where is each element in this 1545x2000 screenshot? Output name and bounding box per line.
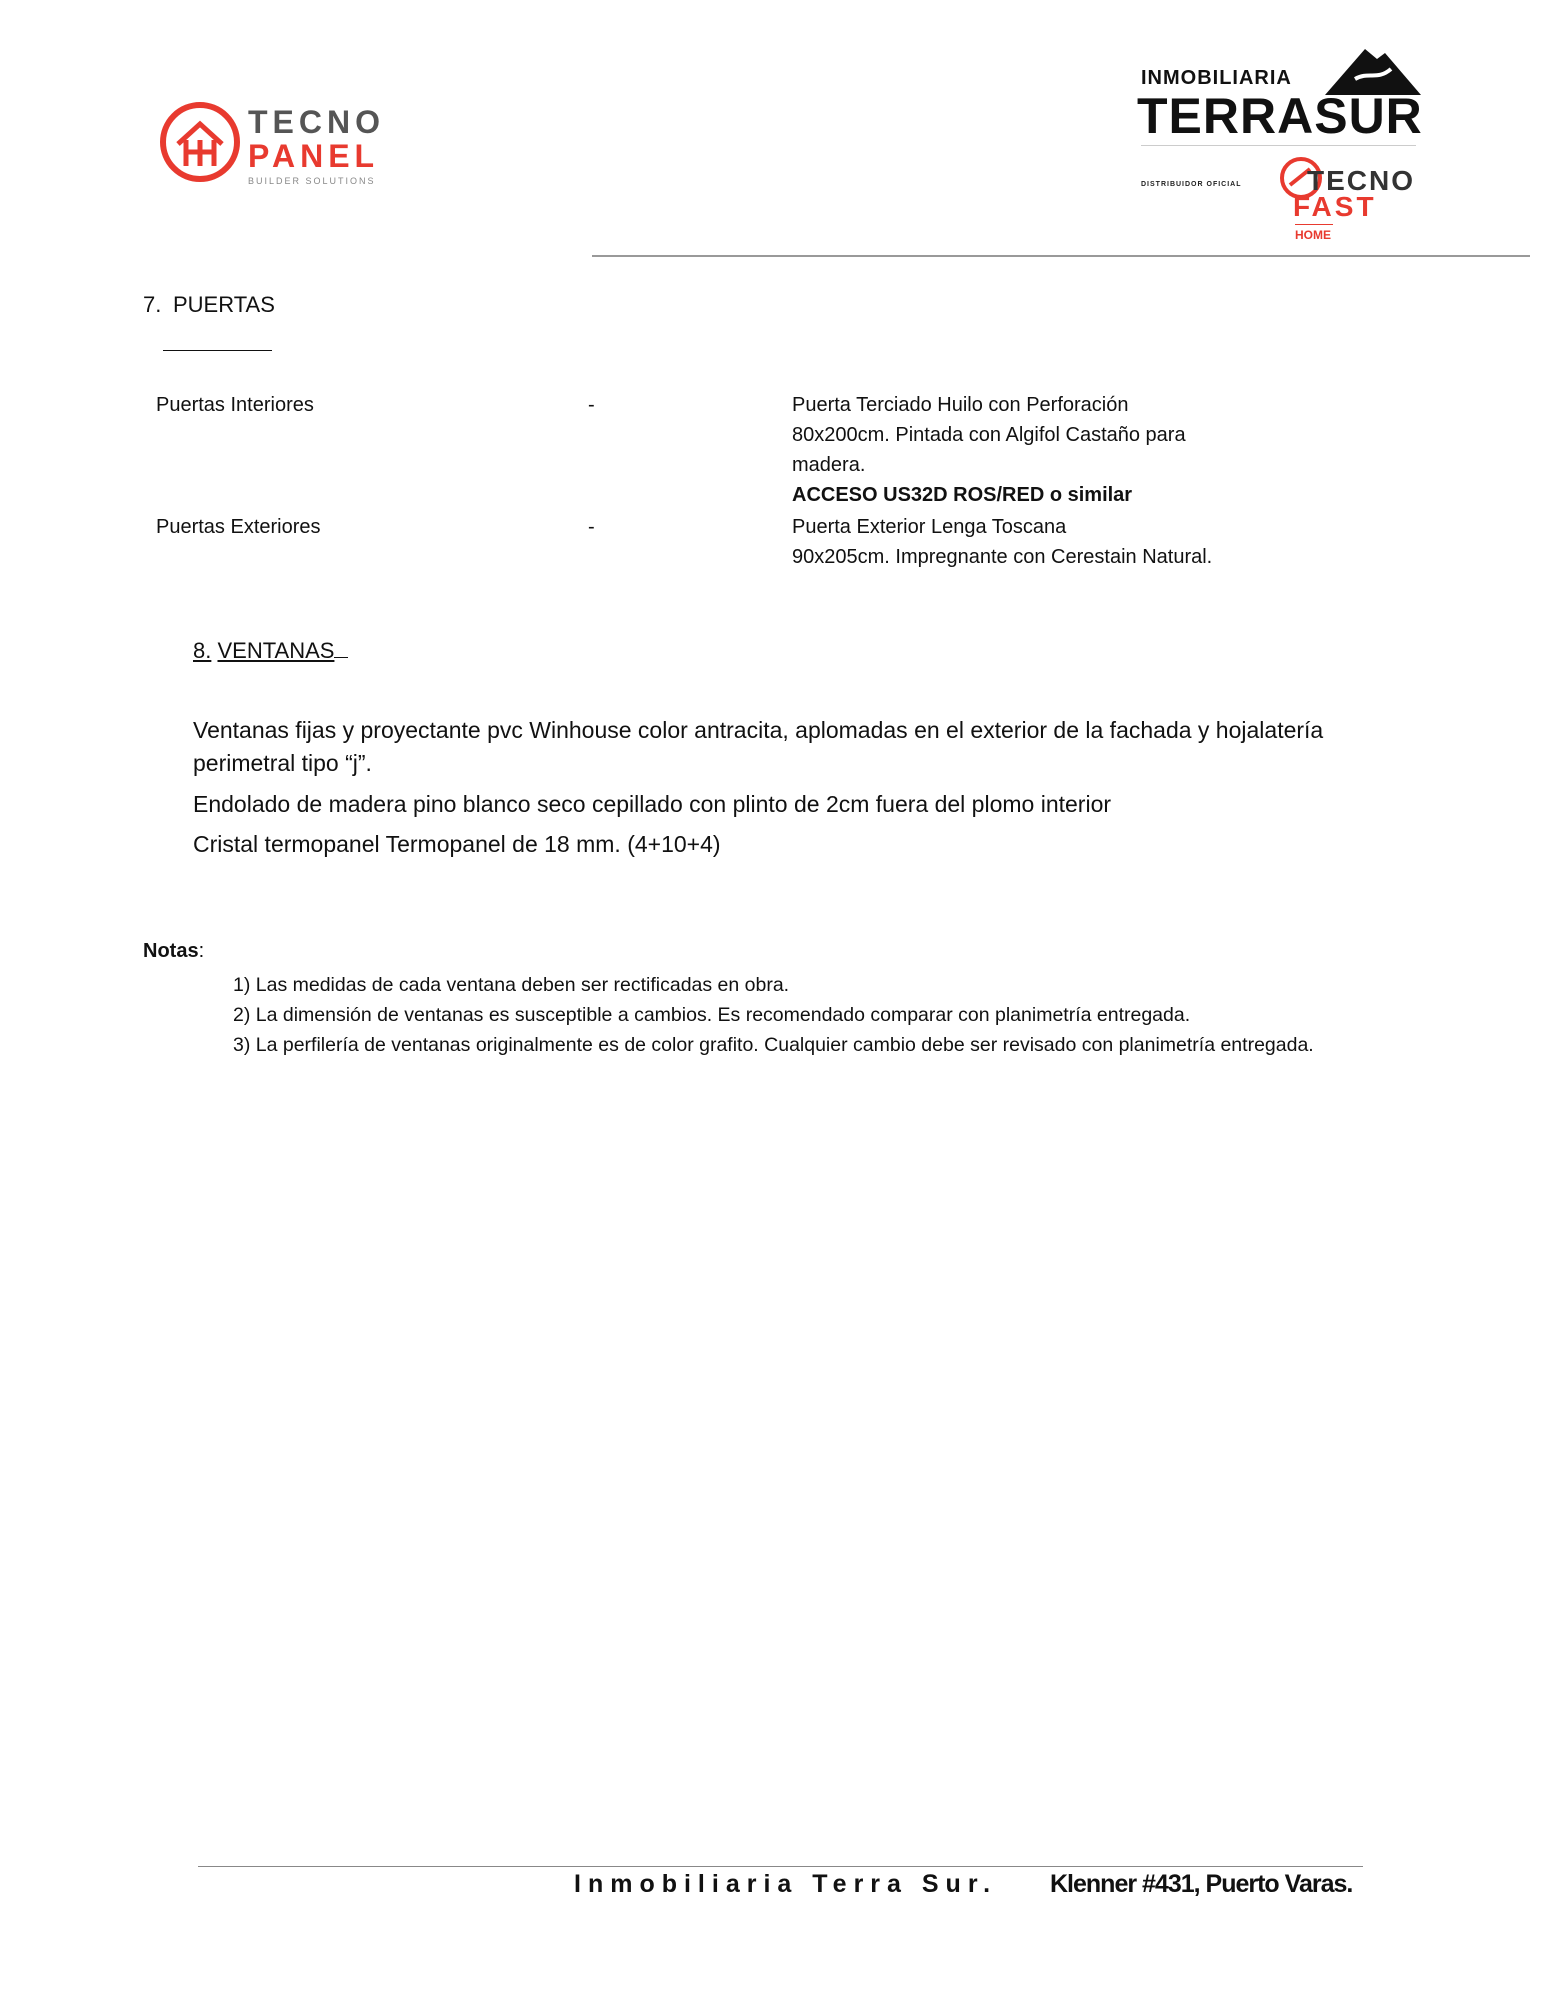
header-rule — [592, 255, 1530, 257]
value-line: Puerta Terciado Huilo con Perforación — [792, 394, 1129, 416]
logo-distributor-text: DISTRIBUIDOR OFICIAL — [1141, 181, 1242, 188]
note-item: 1) Las medidas de cada ventana deben ser rectificadas en obra. — [233, 974, 790, 996]
logo-terrasur-text: TERRASUR — [1137, 88, 1423, 144]
terrasur-logo — [1135, 45, 1423, 250]
house-circle-icon — [158, 100, 242, 184]
section8-title: VENTANAS — [217, 638, 335, 663]
logo-fast-text: FAST — [1293, 191, 1377, 222]
section8-paragraph: Cristal termopanel Termopanel de 18 mm. (4+10+4) — [193, 831, 721, 857]
notes-heading-text: Notas — [143, 940, 199, 962]
footer-company: Inmobiliaria Terra Sur. — [574, 1870, 998, 1898]
section7-number: 7. — [143, 292, 162, 317]
section7-title: PUERTAS — [173, 292, 275, 317]
section7-underline — [163, 350, 272, 351]
row-separator: - — [588, 516, 595, 538]
logo-divider — [1141, 145, 1416, 146]
row-label-exteriores: Puertas Exteriores — [156, 516, 321, 538]
logo-panel-text: PANEL — [248, 138, 380, 174]
section8-paragraph: Endolado de madera pino blanco seco cepillado con plinto de 2cm fuera del plomo interior — [193, 791, 1112, 817]
footer-address: Klenner #431, Puerto Varas. — [1050, 1870, 1353, 1898]
section8-paragraph: Ventanas fijas y proyectante pvc Winhouse color antracita, aplomadas en el exterior de la fachada y hojalatería perimetral tipo “j”. — [193, 717, 1324, 776]
value-line: 90x205cm. Impregnante con Cerestain Natural. — [792, 546, 1213, 568]
value-line-bold: ACCESO US32D ROS/RED o similar — [792, 484, 1133, 506]
logo-home-rule — [1295, 224, 1333, 225]
notes-heading — [143, 940, 204, 963]
row-value-exteriores — [792, 512, 1312, 572]
row-label-interiores: Puertas Interiores — [156, 394, 314, 416]
value-line: madera. — [792, 454, 866, 476]
logo-tagline: BUILDER SOLUTIONS — [248, 176, 376, 186]
row-separator: - — [588, 394, 595, 416]
logo-home-text: HOME — [1295, 228, 1331, 242]
footer-rule — [198, 1866, 1363, 1867]
notes-list — [233, 970, 1373, 1060]
logo-inmobiliaria-text: INMOBILIARIA — [1141, 67, 1292, 89]
notes-colon: : — [198, 940, 205, 962]
value-line: Puerta Exterior Lenga Toscana — [792, 516, 1067, 538]
value-line: 80x200cm. Pintada con Algifol Castaño para — [792, 424, 1186, 446]
tecnopanel-logo — [158, 100, 398, 190]
note-item: 3) La perfilería de ventanas originalmente es de color grafito. Cualquier cambio debe ser revisado con planimetría entregada. — [233, 1034, 1314, 1056]
logo-tecno-text-2: TECNO — [1307, 165, 1415, 196]
row-value-interiores — [792, 390, 1312, 510]
section8-number: 8. — [193, 638, 212, 663]
note-item: 2) La dimensión de ventanas es susceptible a cambios. Es recomendado comparar con planimetría entregada. — [233, 1004, 1191, 1026]
section8-heading — [193, 638, 348, 664]
logo-tecno-text: TECNO — [248, 104, 385, 140]
